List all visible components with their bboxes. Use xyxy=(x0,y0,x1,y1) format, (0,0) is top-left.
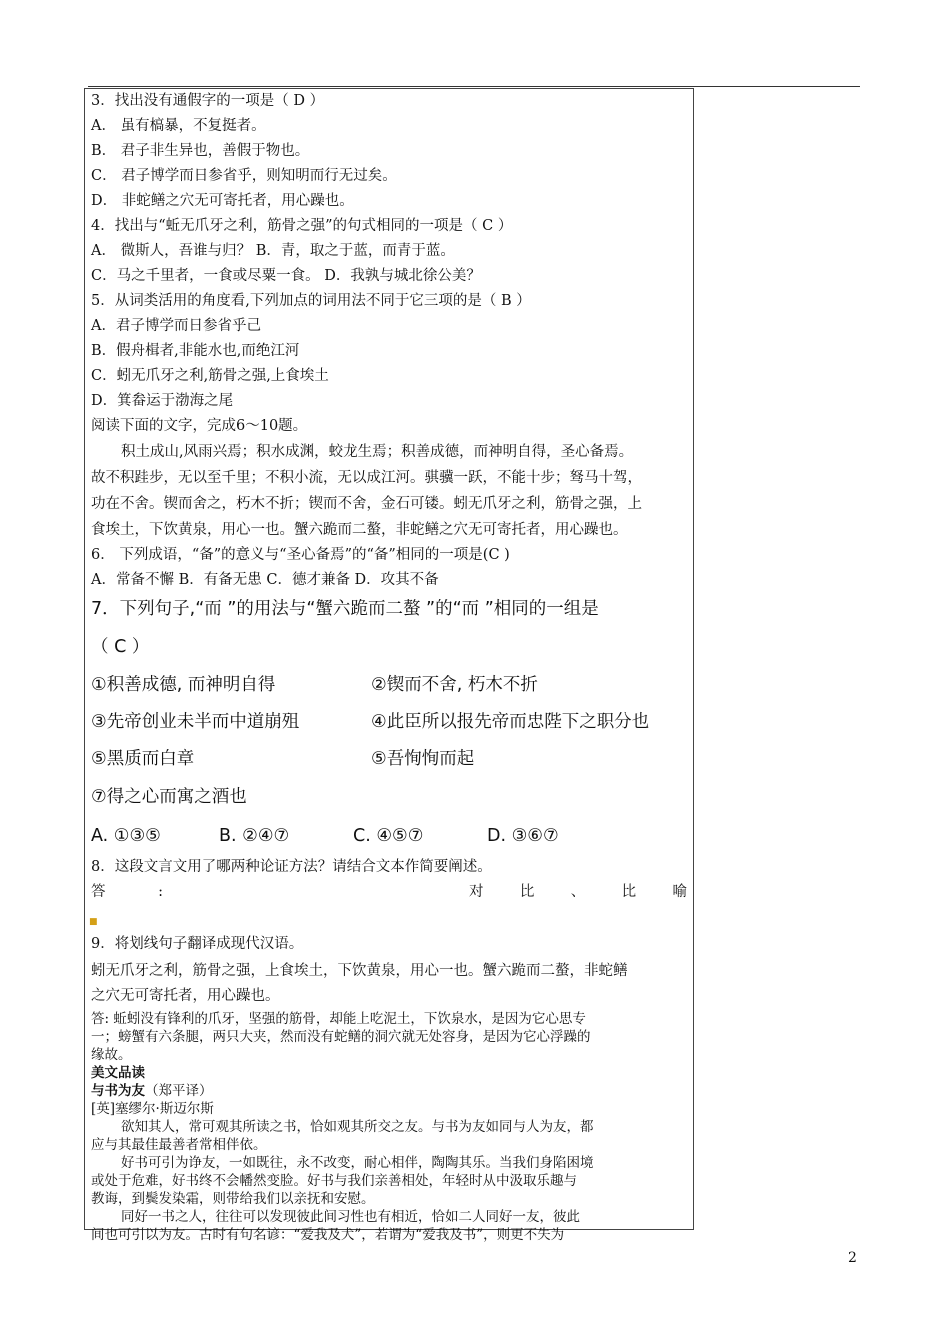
content-box xyxy=(84,88,694,1243)
q7-item: ⑦得之心而寓之酒也 xyxy=(91,787,247,807)
q3-option-d: D． 非蛇鳝之穴无可寄托者，用心躁也。 xyxy=(91,193,354,209)
q9-answer: 一；螃蟹有六条腿，两只大夹，然而没有蛇鳝的洞穴就无处容身，是因为它心浮躁的 xyxy=(91,1029,591,1045)
q7-item: ①积善成德, 而神明自得 xyxy=(91,675,276,695)
header-rule xyxy=(88,86,860,87)
essay-section-title: 美文品读 xyxy=(91,1065,145,1081)
q8-stem: 8．这段文言文用了哪两种论证方法？请结合文本作简要阐述。 xyxy=(91,859,492,875)
q4-stem: 4．找出与“蚯无爪牙之利，筋骨之强”的句式相同的一项是（ C ） xyxy=(91,218,513,234)
essay-heading xyxy=(91,1082,213,1100)
q5-stem: 5．从词类活用的角度看,下列加点的词用法不同于它三项的是（ B ） xyxy=(91,293,531,309)
reading-line: 故不积跬步，无以至千里；不积小流，无以成江河。骐骥一跃，不能十步；驽马十驾， xyxy=(91,470,642,486)
edit-mark-icon: ■ xyxy=(89,917,98,927)
essay-translator: （郑平译） xyxy=(145,1083,213,1099)
q9-answer: 缘故。 xyxy=(91,1047,132,1063)
q7-item: ④此臣所以报先帝而忠陛下之职分也 xyxy=(371,712,650,732)
q3-option-b: B． 君子非生异也，善假于物也。 xyxy=(91,143,310,159)
q3-option-c: C． 君子博学而日参省乎，则知明而行无过矣。 xyxy=(91,168,397,184)
q4-options-ab: A． 微斯人，吾谁与归？ B．青，取之于蓝，而青于蓝。 xyxy=(91,243,455,259)
q7-item: ⑤吾恂恂而起 xyxy=(371,749,475,769)
q7-stem: 7．下列句子,“而 ”的用法与“蟹六跪而二螯 ”的“而 ”相同的一组是 xyxy=(91,599,599,619)
q5-option-b: B．假舟楫者,非能水也,而绝江河 xyxy=(91,343,300,359)
q7-choice-b: B. ②④⑦ xyxy=(219,826,290,846)
essay-author: [英]塞缪尔·斯迈尔斯 xyxy=(91,1101,214,1117)
q7-choice-a: A. ①③⑤ xyxy=(91,826,161,846)
q7-item: ②锲而不舍, 朽木不折 xyxy=(371,675,538,695)
q8-answer-text: 对 比 、 比 喻 xyxy=(469,884,687,900)
reading-intro: 阅读下面的文字，完成6～10题。 xyxy=(91,418,308,434)
q7-item: ③先帝创业未半而中道崩殂 xyxy=(91,712,300,732)
q5-option-a: A．君子博学而日参省乎己 xyxy=(91,318,261,334)
q6-options: A．常备不懈 B．有备无患 C．德才兼备 D．攻其不备 xyxy=(91,572,439,588)
q8-answer-label: 答 : xyxy=(91,884,163,900)
q3-stem: 3．找出没有通假字的一项是（ D ） xyxy=(91,93,325,109)
essay-line: 欲知其人，常可观其所读之书，恰如观其所交之友。与书为友如同与人为友，都 xyxy=(121,1119,594,1135)
q9-answer: 答: 蚯蚓没有锋利的爪牙，坚强的筋骨，却能上吃泥土，下饮泉水，是因为它心思专 xyxy=(91,1011,586,1027)
reading-line: 功在不舍。锲而舍之，朽木不折；锲而不舍，金石可镂。蚓无爪牙之利，筋骨之强，上 xyxy=(91,496,642,512)
essay-line: 应与其最佳最善者常相伴依。 xyxy=(91,1137,267,1153)
page-number: 2 xyxy=(848,1250,857,1266)
q5-option-c: C．蚓无爪牙之利,筋骨之强,上食埃土 xyxy=(91,368,329,384)
q9-source: 蚓无爪牙之利，筋骨之强，上食埃土，下饮黄泉，用心一也。蟹六跪而二螯，非蛇鳝 xyxy=(91,963,628,979)
essay-line: 或处于危难，好书终不会幡然变脸。好书与我们亲善相处，年轻时从中汲取乐趣与 xyxy=(91,1173,577,1189)
q5-option-d: D．箕畚运于渤海之尾 xyxy=(91,393,234,409)
essay-line: 教诲，到鬓发染霜，则带给我们以亲抚和安慰。 xyxy=(91,1191,375,1207)
q6-stem: 6． 下列成语，“备”的意义与“圣心备焉”的“备”相同的一项是(C ) xyxy=(91,547,510,563)
reading-line: 食埃土，下饮黄泉，用心一也。蟹六跪而二螯，非蛇鳝之穴无可寄托者，用心躁也。 xyxy=(91,522,628,538)
essay-line: 好书可引为诤友，一如既往，永不改变，耐心相伴，陶陶其乐。当我们身陷困境 xyxy=(121,1155,594,1171)
q7-answer: （ C ） xyxy=(91,637,150,657)
q7-item: ⑤黑质而白章 xyxy=(91,749,195,769)
q4-options-cd: C．马之千里者，一食或尽粟一食。 D．我孰与城北徐公美？ xyxy=(91,268,481,284)
reading-line: 积土成山,风雨兴焉；积水成渊，蛟龙生焉；积善成德，而神明自得，圣心备焉。 xyxy=(121,444,634,460)
q7-choice-c: C. ④⑤⑦ xyxy=(353,826,424,846)
essay-line: 同好一书之人，往往可以发现彼此间习性也有相近，恰如二人同好一友，彼此 xyxy=(121,1209,580,1225)
q3-option-a: A． 虽有槁暴，不复挺者。 xyxy=(91,118,266,134)
q7-choice-d: D. ③⑥⑦ xyxy=(487,826,559,846)
essay-title: 与书为友 xyxy=(91,1083,145,1099)
q9-stem: 9．将划线句子翻译成现代汉语。 xyxy=(91,936,304,952)
q9-source: 之穴无可寄托者，用心躁也。 xyxy=(91,988,280,1004)
essay-line: 间也可引以为友。古时有句名谚：“爱我及犬”，若谓为“爱我及书”，则更不失为 xyxy=(91,1227,565,1243)
